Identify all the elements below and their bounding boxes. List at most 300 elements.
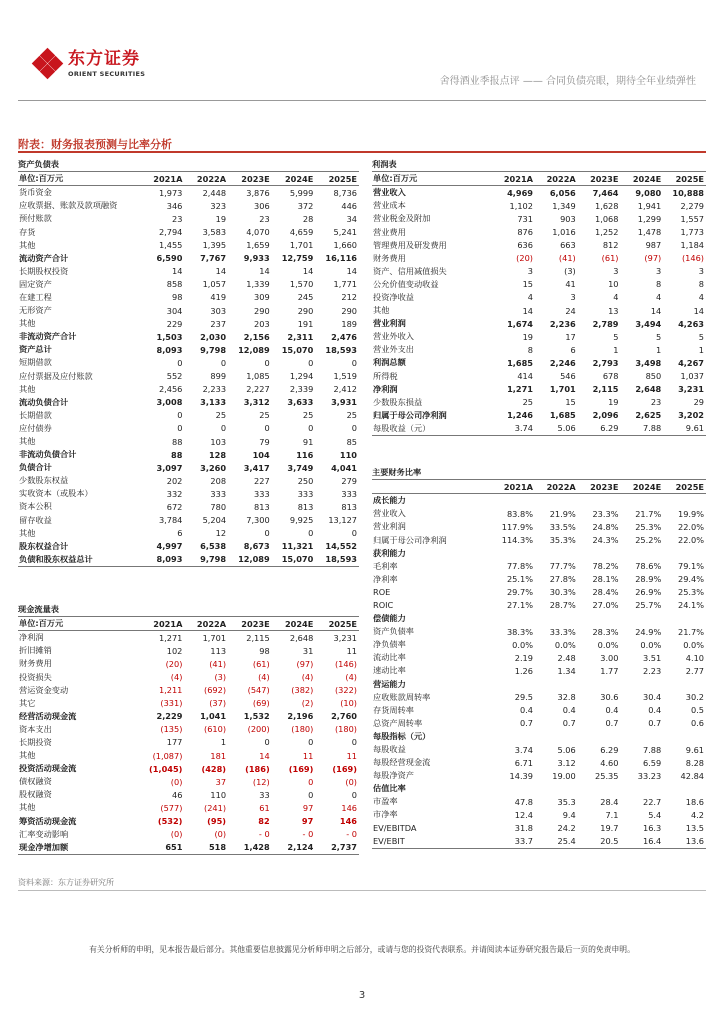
row-label: 资产、信用减值损失 (373, 265, 447, 276)
table-row (372, 330, 706, 343)
row-value: 16,116 (325, 253, 357, 264)
table-row (372, 409, 706, 422)
row-value: 1,294 (289, 371, 314, 382)
table-row (372, 533, 706, 546)
row-value: 7.88 (643, 423, 662, 434)
row-value: 8 (527, 344, 533, 355)
table-row (18, 815, 359, 828)
row-value: 33.23 (637, 770, 662, 781)
row-value: 3,494 (635, 318, 662, 329)
table-row (18, 317, 359, 330)
row-label: 现金净增加额 (19, 841, 69, 852)
row-value: 97 (302, 802, 314, 813)
row-value: 1,941 (637, 200, 662, 211)
row-value: 0.7 (519, 718, 533, 729)
row-value (535, 612, 578, 625)
row-value: 0.0% (597, 639, 619, 650)
header-year: 2023E (578, 480, 621, 494)
row-value: 4,041 (331, 462, 357, 473)
row-value: 208 (210, 475, 227, 486)
row-value: 0 (264, 528, 270, 539)
row-label: 应收票据、账款及款项融资 (19, 200, 118, 211)
row-value: 24 (565, 305, 576, 316)
row-value: 12 (215, 528, 227, 539)
table-row (18, 461, 359, 474)
row-value: 33.7 (514, 836, 533, 847)
row-value: 17 (565, 331, 576, 342)
row-value: 77.7% (549, 561, 576, 572)
header-year: 2022A (184, 172, 228, 186)
table-row (372, 507, 706, 520)
row-value: 113 (210, 645, 227, 656)
row-value: (692) (204, 685, 227, 696)
logo-en-name: ORIENT SECURITIES (68, 69, 146, 78)
row-label: 汇率变动影响 (19, 828, 69, 839)
row-value: 899 (210, 371, 227, 382)
row-value: 14 (215, 266, 227, 277)
row-label: 在建工程 (19, 291, 52, 302)
section-title: 附表：财务报表预测与比率分析 (18, 138, 172, 151)
row-value (620, 782, 663, 795)
table-subheader-row (372, 782, 706, 795)
row-value: 1,211 (158, 685, 183, 696)
row-label: EV/EBITDA (373, 823, 417, 834)
row-value: 2,115 (592, 384, 619, 395)
table-row (372, 225, 706, 238)
row-label: 市净率 (373, 809, 398, 820)
row-value: 25 (346, 410, 357, 421)
row-value: 419 (210, 292, 227, 303)
row-value: 9,925 (289, 515, 314, 526)
row-value: 4,263 (678, 318, 704, 329)
row-value: 47.8 (514, 796, 533, 807)
row-value: 24.3% (592, 535, 619, 546)
row-value: 346 (166, 200, 183, 211)
row-label: 长期投资 (19, 736, 52, 747)
row-value: 0.4 (605, 705, 619, 716)
footer-divider (18, 890, 706, 891)
row-value: 110 (210, 789, 227, 800)
page-number: 3 (358, 990, 366, 1001)
row-value: (180) (334, 724, 357, 735)
row-value: 19.00 (552, 770, 576, 781)
row-value: 12.4 (514, 809, 533, 820)
row-value: 1,660 (333, 240, 357, 251)
row-value: 25 (522, 397, 533, 408)
row-value: 1,252 (595, 227, 619, 238)
row-value: 663 (560, 240, 576, 251)
row-value: 61 (259, 802, 270, 813)
row-value: 518 (208, 842, 227, 853)
header-year: 2024E (272, 172, 316, 186)
row-value: 24.9% (635, 626, 662, 637)
table-row (18, 723, 359, 736)
row-value (492, 612, 535, 625)
row-value: 813 (297, 501, 314, 512)
row-label: 长期股权投资 (19, 265, 69, 276)
table-subheader-row (372, 547, 706, 560)
table-row (18, 841, 359, 854)
row-value: 0 (177, 423, 183, 434)
table-row (18, 788, 359, 801)
row-value: 0 (351, 737, 357, 748)
header-year: 2024E (620, 172, 663, 186)
table-row (18, 749, 359, 762)
row-value: 1,349 (552, 200, 576, 211)
row-value: 0 (177, 410, 183, 421)
row-value: 146 (341, 802, 357, 813)
table-row (372, 199, 706, 212)
table-row (18, 435, 359, 448)
row-value: 13.6 (685, 836, 704, 847)
row-value: 1,674 (507, 318, 533, 329)
header-year: 2021A (492, 480, 535, 494)
row-label: 筹资活动现金流 (19, 815, 77, 826)
row-value: 15,070 (281, 554, 314, 565)
row-value: 13,127 (328, 515, 357, 526)
row-value: 1,771 (333, 279, 357, 290)
row-label: 净利润 (373, 383, 398, 394)
row-value: (322) (334, 685, 357, 696)
row-label: 其他 (19, 383, 36, 394)
row-value: 7,300 (246, 515, 270, 526)
row-value: 0 (220, 357, 227, 368)
row-value: 22.0% (677, 521, 704, 532)
header-year: 2025E (315, 617, 359, 631)
row-value: 2,456 (158, 384, 183, 395)
row-label: 折旧摊销 (19, 645, 52, 656)
row-value: 2,227 (246, 384, 270, 395)
row-value: 5 (698, 331, 704, 342)
header-year: 2025E (663, 480, 706, 494)
table-row (372, 717, 706, 730)
table-row (18, 514, 359, 527)
row-label: 其他 (19, 527, 36, 538)
row-value: 25 (259, 410, 270, 421)
data-source: 资料来源：东方证券研究所 (18, 878, 114, 887)
row-label: 货币资金 (19, 187, 52, 198)
row-value: (135) (160, 724, 183, 735)
row-value: 6.59 (643, 757, 662, 768)
row-value: 4,969 (507, 187, 533, 198)
row-label: 流动比率 (373, 652, 406, 663)
table-row (18, 644, 359, 657)
row-value: 30.4 (643, 692, 662, 703)
row-value: 3.00 (600, 652, 619, 663)
row-value: 33 (259, 789, 270, 800)
row-value: 780 (210, 501, 227, 512)
row-value: 1,685 (507, 357, 533, 368)
row-value: 28.7% (549, 600, 576, 611)
row-value: 5,241 (333, 227, 357, 238)
row-value: (2) (301, 698, 314, 709)
row-label: 毛利率 (373, 560, 398, 571)
row-value: 245 (297, 292, 314, 303)
row-value: 858 (166, 279, 183, 290)
row-value: 0.0% (554, 639, 576, 650)
row-value: 0 (264, 423, 270, 434)
row-label: 流动资产合计 (19, 252, 69, 263)
row-value: (61) (252, 658, 270, 669)
row-value: 3 (656, 266, 662, 277)
row-value: 2.48 (557, 652, 576, 663)
row-value: 1,570 (289, 279, 314, 290)
row-value: 189 (341, 318, 357, 329)
row-value: 25.35 (595, 770, 619, 781)
table-row (372, 625, 706, 638)
row-label: 公允价值变动收益 (373, 278, 439, 289)
row-value: 23 (171, 213, 183, 224)
row-label: 利润总额 (373, 357, 406, 368)
row-value: 37 (215, 776, 227, 787)
row-value: 33.5% (549, 521, 576, 532)
row-value: - 0 (346, 829, 357, 840)
row-value: 3 (613, 266, 619, 277)
row-value: 2,196 (287, 711, 314, 722)
row-value: 3,633 (287, 397, 314, 408)
row-value: 8,093 (156, 344, 183, 355)
row-value: 3.74 (514, 744, 533, 755)
row-value: 1,519 (333, 371, 357, 382)
row-label: 非流动负债合计 (19, 449, 77, 460)
table-row (18, 343, 359, 356)
row-value (535, 494, 578, 508)
row-value: 25.2% (635, 535, 662, 546)
financial-table (372, 480, 706, 848)
table-row (372, 239, 706, 252)
table-row (372, 599, 706, 612)
header-year: 2024E (620, 480, 663, 494)
row-value: 14 (693, 305, 704, 316)
row-value: 7,464 (592, 187, 619, 198)
row-value: 9.61 (685, 744, 704, 755)
row-value: 4.2 (690, 809, 704, 820)
row-value: 2,124 (287, 842, 314, 853)
row-value: (12) (252, 776, 270, 787)
row-value: 0 (351, 357, 357, 368)
row-value: 88 (171, 449, 183, 460)
row-label: 营业外收入 (373, 331, 414, 342)
table-row (372, 769, 706, 782)
row-value: 4,997 (156, 541, 183, 552)
row-value: 0.0% (640, 639, 662, 650)
header-year: 2025E (315, 172, 359, 186)
row-label: 营业成本 (373, 200, 406, 211)
row-value: 0.7 (562, 718, 576, 729)
row-label: 营业利润 (373, 318, 406, 329)
row-value: 0 (308, 528, 314, 539)
header-year: 2023E (228, 172, 272, 186)
row-value: 0.6 (690, 718, 704, 729)
table-row (372, 212, 706, 225)
header-unit: 单位:百万元 (372, 172, 492, 186)
row-value: 97 (301, 816, 314, 827)
row-value: 0 (308, 776, 314, 787)
row-label: 实收资本（或股本） (19, 488, 93, 499)
row-value: 1,478 (637, 227, 662, 238)
row-value: (532) (157, 816, 183, 827)
row-value: 41 (565, 279, 576, 290)
row-value: 30.3% (549, 587, 576, 598)
row-value: 636 (517, 240, 533, 251)
row-value: (41) (558, 253, 576, 264)
table-row (372, 691, 706, 704)
row-label: 营业收入 (373, 187, 406, 198)
row-value: 1,455 (158, 240, 183, 251)
row-value: 33.3% (549, 626, 576, 637)
row-value (663, 730, 706, 743)
row-value: 2.77 (685, 665, 704, 676)
row-value: 88 (171, 436, 183, 447)
row-value: 1,037 (680, 371, 704, 382)
row-value: 23 (650, 397, 662, 408)
row-label: 其他 (19, 802, 36, 813)
row-label: 资产总计 (19, 344, 52, 355)
row-value: 2,279 (680, 200, 704, 211)
row-value: 8.28 (685, 757, 704, 768)
row-value: (547) (247, 685, 270, 696)
row-value (663, 782, 706, 795)
row-value: 5.06 (557, 744, 576, 755)
row-value: 202 (166, 475, 183, 486)
row-value: 227 (254, 475, 270, 486)
row-value: 14,552 (325, 541, 357, 552)
row-value (535, 782, 578, 795)
row-value (578, 494, 621, 508)
row-label: 估值比率 (373, 783, 406, 794)
row-value: 3.74 (514, 423, 533, 434)
row-value: 1,299 (637, 213, 662, 224)
row-value: 0.4 (519, 705, 533, 716)
table-row (372, 265, 706, 278)
row-value: 1.77 (600, 665, 619, 676)
row-value: 2,096 (592, 410, 619, 421)
row-value: 9,798 (200, 344, 227, 355)
row-value: 24.8% (592, 521, 619, 532)
disclaimer-text: 有关分析师的申明，见本报告最后部分。其他重要信息披露见分析师申明之后部分，或请与您的投资代表联系。并请阅读本证券研究报告最后一页的免责申明。 (89, 945, 635, 954)
ratios-panel (372, 466, 706, 849)
row-value: 16.3 (643, 823, 662, 834)
row-value: 0 (351, 789, 357, 800)
row-value: 117.9% (501, 521, 533, 532)
table-row (372, 756, 706, 769)
row-value: 3,133 (200, 397, 227, 408)
row-label: 股东权益合计 (19, 540, 69, 551)
header-year: 2021A (141, 172, 185, 186)
row-value: 8,673 (243, 541, 270, 552)
row-value: 304 (166, 305, 183, 316)
row-label: 应付债券 (19, 422, 52, 433)
row-value (620, 494, 663, 508)
row-value: 8 (656, 279, 662, 290)
table-row (18, 500, 359, 513)
row-value: (3) (214, 672, 227, 683)
row-value: (146) (681, 253, 704, 264)
row-value: (186) (245, 763, 270, 774)
row-value: (382) (291, 685, 314, 696)
header-year: 2021A (492, 172, 535, 186)
row-value: 1,701 (289, 240, 314, 251)
row-value: 0.7 (605, 718, 619, 729)
row-value: 1,102 (509, 200, 533, 211)
row-label: 每股经营现金流 (373, 757, 431, 768)
row-label: 留存收益 (19, 514, 52, 525)
row-value: (3) (564, 266, 576, 277)
row-value: 0 (308, 423, 314, 434)
table-bottom-rule (372, 435, 706, 436)
row-value: 116 (296, 449, 314, 460)
row-value: 4.60 (600, 757, 619, 768)
row-value: 11 (302, 750, 314, 761)
row-value: 3.12 (557, 757, 576, 768)
row-value: (146) (334, 658, 357, 669)
row-label: 短期借款 (19, 357, 52, 368)
table-row (372, 822, 706, 835)
row-value: 1,628 (595, 200, 619, 211)
row-value: 30.2 (685, 692, 704, 703)
row-value: 25.4 (557, 836, 576, 847)
row-value: 3 (570, 292, 576, 303)
row-value: 19 (522, 331, 533, 342)
row-value: 3,202 (678, 410, 704, 421)
row-value (663, 547, 706, 560)
row-value: 4 (527, 292, 533, 303)
row-value: 19 (215, 213, 227, 224)
row-value: (4) (345, 672, 357, 683)
financial-table (18, 617, 359, 854)
row-value: (0) (214, 829, 227, 840)
row-value: 1 (698, 344, 704, 355)
row-label: 每股净资产 (373, 770, 414, 781)
header-year: 2022A (535, 172, 578, 186)
row-value (578, 730, 621, 743)
row-value: 812 (602, 240, 619, 251)
row-value: 3,097 (156, 462, 183, 473)
row-value: 3 (527, 266, 533, 277)
row-value: 24.1% (677, 600, 704, 611)
row-value: 1.26 (514, 665, 533, 676)
row-value: 2,229 (156, 711, 183, 722)
row-label: 净利润 (19, 632, 44, 643)
row-value: 1,041 (200, 711, 227, 722)
row-value: 85 (346, 436, 357, 447)
row-value: (200) (247, 724, 270, 735)
table-row (372, 422, 706, 435)
row-label: 其他 (373, 305, 390, 316)
row-value: 28.3% (592, 626, 619, 637)
row-value: 25 (215, 410, 227, 421)
row-value: 18,593 (325, 344, 357, 355)
row-label: 存货周转率 (373, 704, 414, 715)
row-value: 4 (656, 292, 662, 303)
row-value: 1,503 (156, 331, 183, 342)
row-value: 12,089 (238, 344, 270, 355)
row-value: 237 (210, 318, 227, 329)
table-row (18, 239, 359, 252)
table-header-row (18, 617, 359, 631)
table-row (372, 186, 706, 200)
row-label: 所得税 (373, 370, 398, 381)
row-value: 2.23 (643, 665, 662, 676)
row-value: 1,557 (680, 213, 704, 224)
row-value: 11 (346, 750, 357, 761)
row-label: 其他 (19, 239, 36, 250)
row-value (663, 494, 706, 508)
row-label: ROIC (373, 600, 394, 611)
row-label: 获利能力 (373, 547, 406, 558)
table-row (372, 835, 706, 848)
row-value (620, 678, 663, 691)
